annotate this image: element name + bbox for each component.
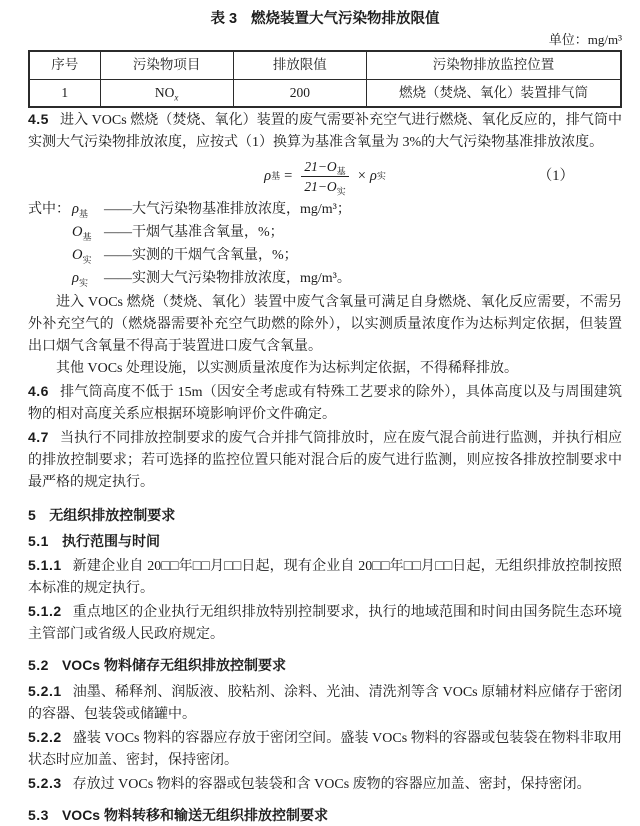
table3-title-text: 燃烧装置大气污染物排放限值 <box>251 11 440 27</box>
symbol-description: ——干烟气基准含氧量，%； <box>104 225 284 240</box>
definition-line <box>28 267 622 290</box>
formula-equals: = <box>284 168 293 184</box>
clause-5-1-1 <box>28 554 622 600</box>
symbol-definitions <box>28 198 622 290</box>
equation-number: （1） <box>537 168 574 184</box>
formula-lhs: ρ <box>264 168 272 184</box>
clause-5-2-1-number: 5.2.1 <box>28 683 62 699</box>
col-header-pollutant: 污染物项目 <box>100 51 233 79</box>
cell-pollutant <box>100 79 233 107</box>
clause-4-5-text: 进入 VOCs 燃烧（焚烧、氧化）装置的废气需要补充空气进行燃烧、氧化反应的，排气筒中实测大气污染物排放浓度，应按式（1）换算为基准含氧量为 3%的大气污染物基准排放浓度。 <box>28 113 622 150</box>
symbol-description: ——大气污染物基准排放浓度，mg/m³； <box>104 202 351 217</box>
clause-4-6-number: 4.6 <box>28 383 49 399</box>
pollutant-base: NO <box>154 84 175 100</box>
paragraph-other-facilities: 其他 VOCs 处理设施，以实测质量浓度作为达标判定依据，不得稀释排放。 <box>56 361 519 376</box>
formula-fraction <box>301 158 348 195</box>
clause-5-2-3 <box>28 772 622 796</box>
symbol: $\rho_基$ <box>72 201 88 219</box>
clause-5-1-1-number: 5.1.1 <box>28 557 62 573</box>
table3-label: 表 3 <box>210 11 238 27</box>
clause-4-7 <box>28 426 622 494</box>
clause-5-2-2-text: 盛装 VOCs 物料的容器应存放于密闭空间。盛装 VOCs 物料的容器或包装袋在物料非取用状态时应加盖、密封，保持密闭。 <box>28 731 622 768</box>
clause-5-2-3-number: 5.2.3 <box>28 775 62 791</box>
clause-5-1-2-text: 重点地区的企业执行无组织排放特别控制要求，执行的地域范围和时间由国务院生态环境主管部门或省级人民政府规定。 <box>28 605 622 642</box>
formula-rhs: ρ <box>369 168 377 184</box>
table-row <box>29 79 621 107</box>
clause-5-2-3-text: 存放过 VOCs 物料的容器或包装袋和含 VOCs 废物的容器应加盖、密封，保持密闭。 <box>72 777 591 792</box>
clause-5-2-1 <box>28 680 622 726</box>
cell-position: 燃烧（焚烧、氧化）装置排气筒 <box>366 79 621 107</box>
table3-title <box>28 8 622 30</box>
cell-no: 1 <box>29 79 100 107</box>
pollutant-subscript: x <box>174 92 179 103</box>
section-5-3-heading: 5.3 VOCs 物料转移和输送无组织排放控制要求 <box>28 807 328 823</box>
emission-limits-table <box>28 50 622 108</box>
definition-line <box>28 221 622 244</box>
clause-5-2-2 <box>28 726 622 772</box>
definitions-label: 式中： <box>28 202 70 217</box>
clause-4-5 <box>28 108 622 154</box>
col-header-position: 污染物排放监控位置 <box>366 51 621 79</box>
table-header-row <box>29 51 621 79</box>
symbol-description: ——实测的干烟气含氧量，%； <box>104 248 298 263</box>
clause-5-1-2-number: 5.1.2 <box>28 603 62 619</box>
symbol: $O_实$ <box>72 247 92 265</box>
clause-5-1-2 <box>28 600 622 646</box>
formula-1: ρ 基 = $\frac{21-O_基}{21-O_实}$ × ρ 实 （1） <box>264 158 574 197</box>
formula-times: × <box>357 168 366 184</box>
clause-5-1-1-text: 新建企业自 20□□年□□月□□日起，现有企业自 20□□年□□月□□日起，无组织排放控制按照本标准的规定执行。 <box>28 559 622 596</box>
unit-label: 单位：mg/m³ <box>548 32 622 47</box>
clause-4-7-number: 4.7 <box>28 429 49 445</box>
clause-4-6 <box>28 380 622 426</box>
section-5-2-heading: 5.2 VOCs 物料储存无组织排放控制要求 <box>28 657 286 673</box>
symbol: $O_基$ <box>72 224 92 242</box>
clause-5-2-2-number: 5.2.2 <box>28 729 62 745</box>
symbol-description: ——实测大气污染物排放浓度，mg/m³。 <box>104 271 351 286</box>
fraction-denominator: $21-O_实$ <box>304 178 346 197</box>
symbol: $\rho_实$ <box>72 270 88 288</box>
cell-limit: 200 <box>233 79 366 107</box>
section-5-1-heading: 5.1 执行范围与时间 <box>28 533 160 549</box>
col-header-limit: 排放限值 <box>233 51 366 79</box>
fraction-numerator: $21-O_基$ <box>301 158 348 177</box>
clause-5-2-1-text: 油墨、稀释剂、润版液、胶粘剂、涂料、光油、清洗剂等含 VOCs 原辅材料应储存于密闭的容器、包装袋或储罐中。 <box>28 685 622 722</box>
col-header-no: 序号 <box>29 51 100 79</box>
clause-4-6-text: 排气筒高度不低于 15m（因安全考虑或有特殊工艺要求的除外），具体高度以及与周围建筑物的相对高度关系应根据环境影响评价文件确定。 <box>28 385 622 422</box>
section-5-heading: 5 无组织排放控制要求 <box>28 507 176 523</box>
paragraph-oxygen-content: 进入 VOCs 燃烧（焚烧、氧化）装置中废气含氧量可满足自身燃烧、氧化反应需要，不需另外补充空气的（燃烧器需要补充空气助燃的除外），以实测质量浓度作为达标判定依据，但装置出口烟气含氧量不得高于装置进口废气含氧量。 <box>28 295 622 354</box>
definition-line <box>28 198 622 221</box>
clause-4-7-text: 当执行不同排放控制要求的废气合并排气筒排放时，应在废气混合前进行监测，并执行相应的排放控制要求；若可选择的监控位置只能对混合后的废气进行监测，则应按各排放控制要求中最严格的规定执行。 <box>28 431 622 490</box>
definition-line <box>28 244 622 267</box>
clause-4-5-number: 4.5 <box>28 111 49 127</box>
